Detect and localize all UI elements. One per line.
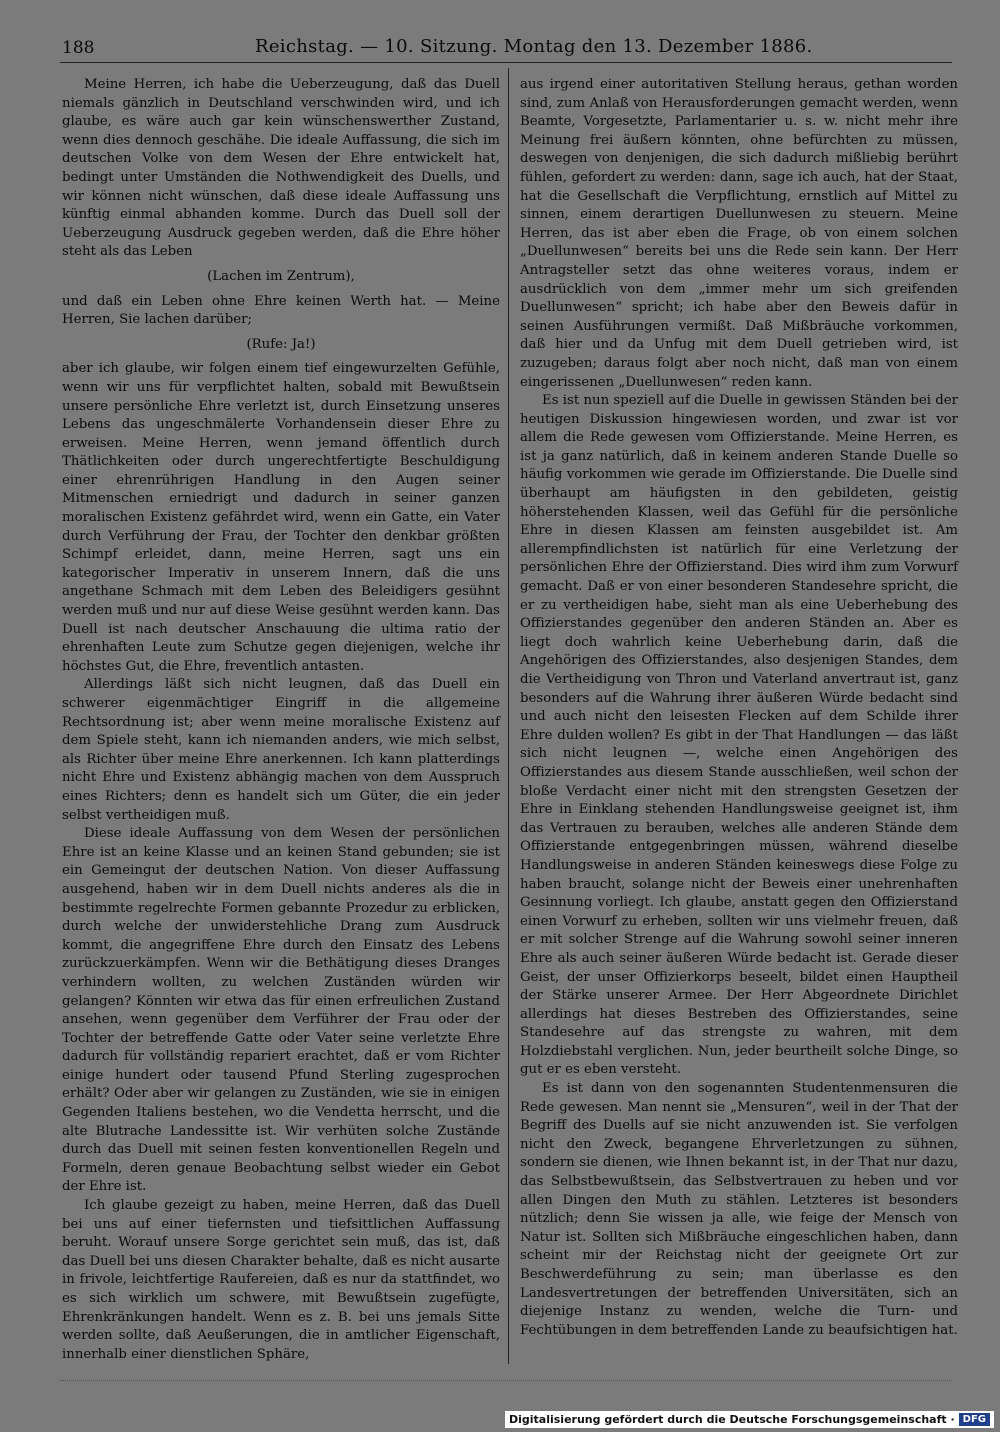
credit-text: Digitalisierung gefördert durch die Deutsche Forschungsgemeinschaft · <box>508 1413 955 1426</box>
paragraph: Es ist nun speziell auf die Duelle in gewissen Ständen bei der heutigen Diskussion hingewiesen worden, und zwar ist vor allem die Rede gewesen vom Offizierstande. Meine Herren, es ist ja ganz natürlich, daß in keinem anderen Stande Duelle so häufig vorkommen wie gerade im Offizierstande. Die Duelle sind überhaupt am häufigsten in den gebildeten, geistig höherstehenden Klassen, weil das Gefühl für die persönliche Ehre in diesen Klassen am feinsten ausgebildet ist. Am allerempfindlichsten ist natürlich für eine Verletzung der persönlichen Ehre der Offizierstand. Dies wird ihm zum Vorwurf gemacht. Daß er von einer besonderen Standesehre spricht, die er zu vertheidigen habe, sieht man als eine Ueberhebung des Offizierstandes gegenüber den anderen Ständen an. Aber es liegt doch wahrlich keine Ueberhebung darin, daß die Angehörigen des Offizierstandes, also desjenigen Standes, dem die Vertheidigung von Thron und Vaterland anvertraut ist, ganz besonders auf die Wahrung ihrer äußeren Würde bedacht sind und auch nicht den leisesten Flecken auf dem Schilde ihrer Ehre dulden wollen? Es gibt in der That Handlungen — das läßt sich nicht leugnen —, welche einen Angehörigen des Offizierstandes aus diesem Stande ausschließen, weil schon der bloße Verdacht einer nicht mit den strengsten Gesetzen der Ehre in Einklang stehenden Handlungsweise geeignet ist, ihm das Vertrauen zu berauben, welches alle anderen Stände dem Offizierstande entgegenbringen müssen, während dieselbe Handlungsweise in anderen Ständen keineswegs diese Folge zu haben braucht, solange nicht der Beweis einer unehrenhaften Gesinnung vorliegt. Ich glaube, anstatt gegen den Offizierstand einen Vorwurf zu erheben, sollten wir uns vielmehr freuen, daß er mit solcher Strenge auf die Wahrung sowohl seiner inneren Ehre als auch seiner äußeren Würde bedacht ist. Gerade dieser Geist, der unser Offizierkorps beseelt, bildet einen Hauptheil der Stärke unserer Armee. Der Herr Abgeordnete Dirichlet allerdings hat dieses Bestreben des Offizierstandes, seine Standesehre auf das strengste zu wahren, mit dem Holzdiebstahl verglichen. Nun, jeder beurtheilt solche Dinge, so gut er es eben versteht. <box>520 393 958 1078</box>
paragraph: Meine Herren, ich habe die Ueberzeugung, daß das Duell niemals gänzlich in Deutschland verschwinden wird, und ich glaube, es wäre auch gar kein wünschenswerther Zustand, wenn dies dennoch geschähe. Die ideale Auffassung, die sich im deutschen Volke von dem Wesen der Ehre entwickelt hat, bedingt unter Umständen die Nothwendigkeit des Duells, und wir können nicht wünschen, daß diese ideale Auffassung uns künftig einmal abhanden komme. Durch das Duell soll der Ueberzeugung Ausdruck gegeben werden, daß die Ehre höher steht als das Leben <box>62 77 500 260</box>
interjection: (Rufe: Ja!) <box>246 336 316 352</box>
right-column <box>520 76 958 1340</box>
interjection: (Lachen im Zentrum), <box>207 268 355 284</box>
paragraph: Ich glaube gezeigt zu haben, meine Herren, daß das Duell bei uns auf einer tiefernsten und tiefsittlichen Auffassung beruht. Worauf unsere Sorge gerichtet sein muß, das ist, daß das Duell bei uns diesen Charakter behalte, daß es nicht ausarte in frivole, leichtfertige Raufereien, daß es nur da stattfindet, wo es sich wirklich um schwere, mit Bewußtsein zugefügte, Ehrenkränkungen handelt. Wenn es z. B. bei uns jemals Sitte werden sollte, daß Aeußerungen, die in amtlicher Eigenschaft, innerhalb einer dienstlichen Sphäre, <box>62 1198 500 1362</box>
footer-strip <box>60 1380 952 1387</box>
paragraph: Es ist dann von den sogenannten Studentenmensuren die Rede gewesen. Man nennt sie „Mensuren“, weil in der That der Begriff des Duells auf sie nicht anzuwenden ist. Sie verfolgen nicht den Zweck, begangene Ehrverletzungen zu sühnen, sondern sie dienen, wie Ihnen bekannt ist, in der That nur dazu, das Selbstbewußtsein, das Selbstvertrauen zu heben und vor allen Dingen den Muth zu stählen. Letzteres ist besonders nützlich; denn Sie wissen ja alle, wie feige der Mensch von Natur ist. Sollten sich Mißbräuche eingeschlichen haben, dann scheint mir der Reichstag nicht der geeignete Ort zur Beschwerdeführung zu sein; man überlasse es den Landesvertretungen der betreffenden Universitäten, sich an diejenige Instanz zu wenden, welche die Turn- und Fechtübungen in dem betreffenden Lande zu beaufsichtigen hat. <box>520 1081 958 1338</box>
running-header: Reichstag. — 10. Sitzung. Montag den 13. Dezember 1886. <box>255 36 813 57</box>
paragraph: aus irgend einer autoritativen Stellung heraus, gethan worden sind, zum Anlaß von Herausforderungen gemacht werden, wenn Beamte, Vorgesetzte, Parlamentarier u. s. w. nicht mehr ihre Meinung frei äußern könnten, ohne befürchten zu müssen, deswegen von denjenigen, die sich dadurch mißliebig berührt fühlen, gefordert zu werden: dann, sage ich auch, hat der Staat, hat die Gesellschaft die Verpflichtung, ernstlich auf Mittel zu sinnen, einem derartigen Duellunwesen zu steuern. Meine Herren, das ist aber eben die Frage, ob von einem solchen „Duellunwesen“ bereits bei uns die Rede sein kann. Der Herr Antragsteller setzt das ohne weiteres voraus, indem er ausdrücklich von dem „immer mehr um sich greifenden Duellunwesen“ spricht; ich habe aber den Beweis dafür in seinen Ausführungen vermißt. Daß Mißbräuche vorkommen, daß hier und da Unfug mit dem Duell getrieben wird, ist zuzugeben; daraus folgt aber noch nicht, daß man von einem eingerissenen „Duellunwesen“ reden kann. <box>520 77 958 390</box>
paragraph: Allerdings läßt sich nicht leugnen, daß das Duell ein schwerer eigenmächtiger Eingriff in die allgemeine Rechtsordnung ist; aber wenn meine moralische Existenz auf dem Spiele steht, kann ich niemanden anders, wie mich selbst, als Richter über meine Ehre anerkennen. Ich kann platterdings nicht Ehre und Existenz abhängig machen von dem Ausspruch eines Richters; denn es handelt sich um Güter, die ein jeder selbst vertheidigen muß. <box>62 677 500 823</box>
column-divider <box>508 68 509 1364</box>
paragraph: aber ich glaube, wir folgen einem tief eingewurzelten Gefühle, wenn wir uns für verpflichtet halten, sobald mit Bewußtsein unsere persönliche Ehre verletzt ist, durch Einsetzung unseres Lebens das ungeschmälerte Vorhandensein dieser Ehre zu erweisen. Meine Herren, wenn jemand öffentlich durch Thätlichkeiten oder durch ungerechtfertigte Beschuldigung einer ehrenrührigen Handlung in den Augen seiner Mitmenschen erniedrigt und dadurch in seiner ganzen moralischen Existenz gefährdet wird, wenn ein Gatte, ein Vater durch Verführung der Frau, der Tochter den denkbar größten Schimpf erleidet, dann, meine Herren, sagt uns ein kategorischer Imperativ in unserem Innern, daß die uns angethane Schmach mit dem Leben des Beleidigers gesühnt werden muß und nur auf diese Weise gesühnt werden kann. Das Duell ist nach deutscher Anschauung die ultima ratio der ehrenhaften Leute zum Schutze gegen diejenigen, welche ihr höchstes Gut, die Ehre, freventlich antasten. <box>62 361 500 674</box>
credit-bar <box>505 1411 994 1428</box>
left-column <box>62 76 500 1364</box>
page-number: 188 <box>62 38 95 58</box>
dfg-logo: DFG <box>959 1413 990 1426</box>
paragraph: und daß ein Leben ohne Ehre keinen Werth hat. — Meine Herren, Sie lachen darüber; <box>62 293 500 328</box>
header-rule <box>60 62 952 63</box>
paragraph: Diese ideale Auffassung von dem Wesen der persönlichen Ehre ist an keine Klasse und an keinen Stand gebunden; sie ist ein Gemeingut der deutschen Nation. Von dieser Auffassung ausgehend, haben wir in dem Duell nichts anderes als die in bestimmte regelrechte Formen gebannte Prozedur zu erblicken, durch welche der unwiderstehliche Drang zum Ausdruck kommt, die angegriffene Ehre durch den Einsatz des Lebens zurückzuerkämpfen. Wenn wir die Bethätigung dieses Dranges verhindern wollten, zu welchen Zuständen würden wir gelangen? Könnten wir etwa das für einen erfreulichen Zustand ansehen, wenn gegenüber dem Verführer der Frau oder der Tochter der betreffende Gatte oder Vater seine verletzte Ehre dadurch für vollständig repariert erachtet, daß er vom Richter einige hundert oder tausend Pfund Sterling zugesprochen erhält? Oder aber wir gelangen zu Zuständen, wie sie in einigen Gegenden Italiens bestehen, wo die Vendetta herrscht, und die alte Blutrache Landessitte ist. Wir verhüten solche Zustände durch das Duell mit seinen festen konventionellen Regeln und Formeln, deren genaue Beobachtung selbst wieder ein Gebot der Ehre ist. <box>62 826 500 1195</box>
